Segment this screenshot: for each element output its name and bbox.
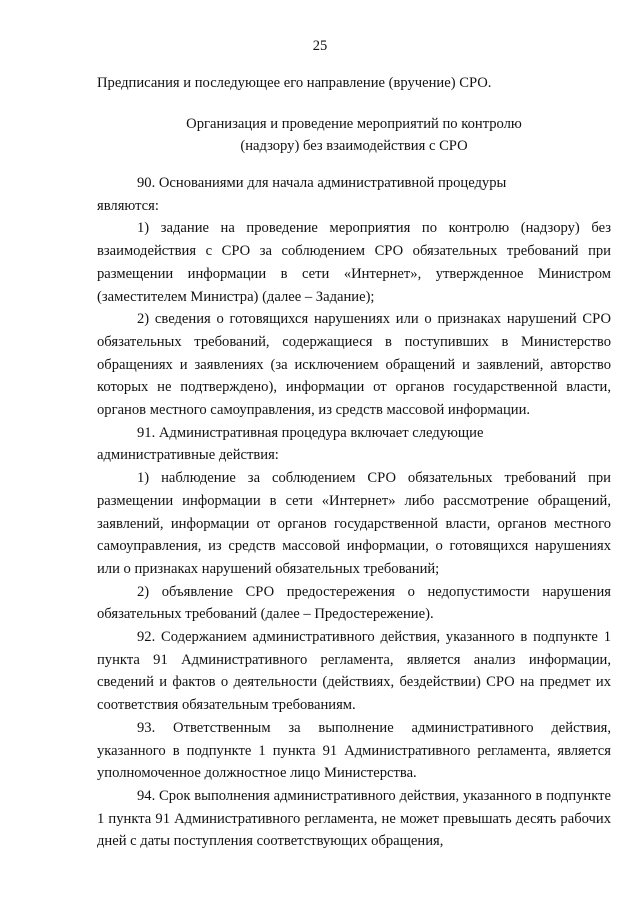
section-heading-line-1: Организация и проведение мероприятий по контролю — [186, 116, 522, 132]
paragraph-90-rest: являются: — [97, 197, 159, 214]
paragraph-90-first-line: 90. Основаниями для начала административной процедуры — [137, 175, 507, 191]
paragraph-91-rest: административные действия: — [97, 447, 279, 464]
paragraph-91-item-2: 2) объявление СРО предостережения о недопустимости нарушения обязательных требований (далее – Предостережение). — [97, 583, 611, 623]
paragraph-93: 93. Ответственным за выполнение административного действия, указанного в подпункте 1 пункта 91 Административного регламента, является уполномоченное должностное лицо Министерства. — [97, 719, 611, 782]
paragraph-90-item-1: 1) задание на проведение мероприятия по контролю (надзору) без взаимодействия с СРО за соблюдением СРО обязательных требований при размещении информации в сети «Интернет», утвержденное Министром (заместителем Министра) (далее – Задание); — [97, 220, 611, 305]
intro-line-block — [97, 72, 611, 95]
paragraph-94: 94. Срок выполнения административного действия, указанного в подпункте 1 пункта 91 Административного регламента, не может превышать десять рабочих дней с даты поступления соответствующих обращения, — [97, 787, 611, 850]
body-text — [97, 172, 611, 853]
section-heading-line-2: (надзору) без взаимодействия с СРО — [240, 138, 468, 154]
paragraph-91-item-1: 1) наблюдение за соблюдением СРО обязательных требований при размещении информации в сети «Интернет» либо рассмотрение обращений, заявлений, информации от органов государственной власти, органов местного самоуправления, из средств массовой информации, о готовящихся нарушениях или о признаках нарушений обязательных требований; — [97, 470, 611, 577]
section-heading — [97, 113, 611, 157]
paragraph-91-first-line: 91. Административная процедура включает следующие — [137, 424, 484, 441]
intro-line: Предписания и последующее его направление (вручение) СРО. — [97, 75, 492, 91]
paragraph-90-item-2: 2) сведения о готовящихся нарушениях или о признаках нарушений СРО обязательных требований, содержащиеся в поступивших в Министерство обращениях и заявлениях (за исключением обращений и заявлений, авторство которых не подтверждено), информации от органов государственной власти, органов местного самоуправления, из средств массовой информации. — [97, 311, 611, 419]
page-number: 25 — [312, 38, 328, 54]
paragraph-92: 92. Содержанием административного действия, указанного в подпункте 1 пункта 91 Административного регламента, является анализ информации, сведений и фактов о деятельности (действиях, бездействии) СРО на предмет их соответствия обязательным требованиям. — [97, 629, 611, 714]
